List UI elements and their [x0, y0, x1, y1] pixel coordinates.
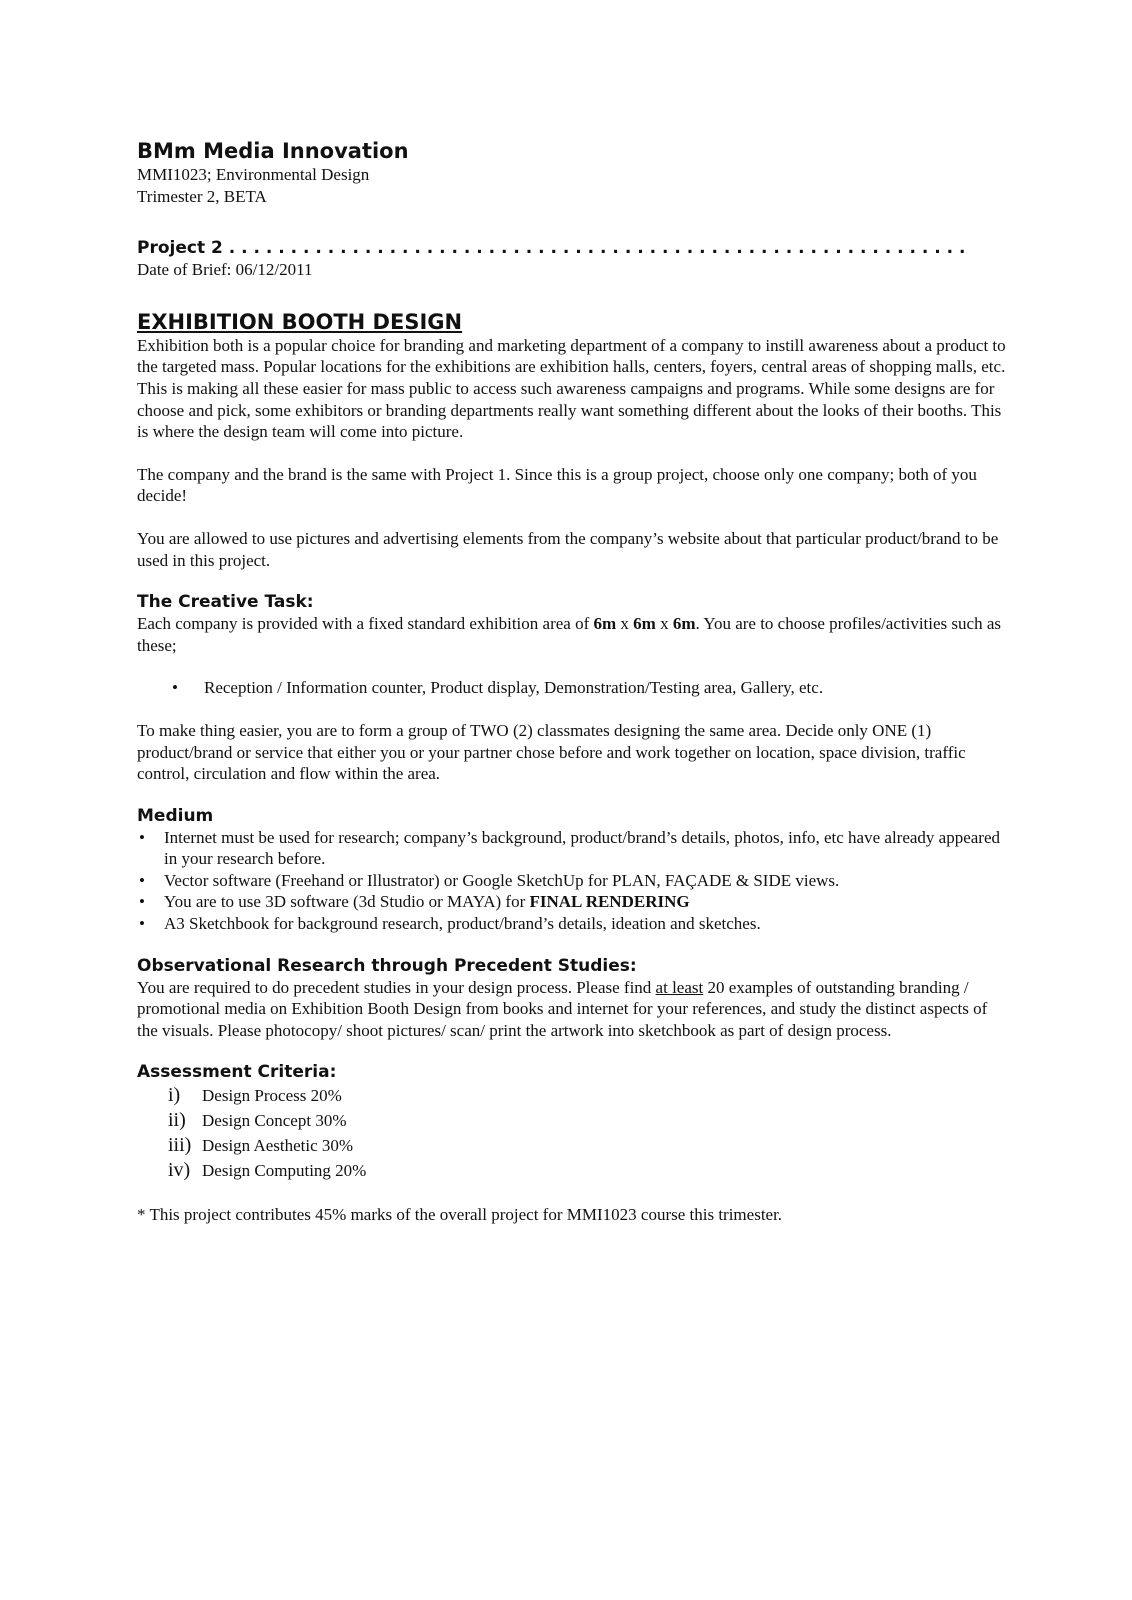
creative-task-text-a: Each company is provided with a fixed standard exhibition area of: [137, 614, 594, 634]
list-item: • Reception / Information counter, Product display, Demonstration/Testing area, Gallery, etc.: [137, 677, 1007, 699]
main-title: EXHIBITION BOOTH DESIGN: [137, 309, 463, 334]
brief-date: Date of Brief: 06/12/2011: [137, 260, 313, 280]
list-item: • Internet must be used for research; company’s background, product/brand’s details, photos, info, etc have already appeared in your research before.: [137, 827, 1007, 870]
creative-task-text-b: . You are to choose profiles/activities such as these;: [137, 614, 1001, 655]
item-text: Design Aesthetic 30%: [202, 1136, 354, 1156]
at-least: at least: [655, 977, 704, 997]
final-rendering: FINAL RENDERING: [529, 892, 690, 912]
list-item: • Vector software (Freehand or Illustrator) or Google SketchUp for PLAN, FAÇADE & SIDE views.: [137, 870, 1007, 892]
course-code: MMI1023; Environmental Design: [137, 165, 370, 184]
list-item: [137, 1108, 1007, 1133]
times-sign-1: x: [616, 614, 634, 634]
times-sign-2: x: [655, 614, 673, 634]
medium-list: [137, 827, 1007, 935]
research-text-b: 20 examples of outstanding branding / promotional media on Exhibition Booth Design from books and internet for your references, and study the distinct aspects of the visuals. Please photocopy/ shoot pictures/ scan/ print the artwork into sketchbook as part of design process.: [137, 977, 988, 1040]
list-item: [137, 891, 1007, 913]
project-dots: . . . . . . . . . . . . . . . . . . . . . . . . . . . . . . . . . . . . . . . . . . . . . . . . . . . . . . . . . . . .: [228, 238, 966, 259]
item-number: iv): [168, 1159, 191, 1182]
list-item: • A3 Sketchbook for background research, product/brand’s details, ideation and sketches.: [137, 913, 1007, 935]
item-text: Design Computing 20%: [202, 1161, 367, 1181]
footnote: * This project contributes 45% marks of the overall project for MMI1023 course this trimester.: [137, 1205, 783, 1225]
research-text-a: You are required to do precedent studies in your design process. Please find: [137, 977, 656, 997]
creative-task-heading: The Creative Task:: [137, 592, 314, 613]
medium-heading: Medium: [137, 805, 214, 826]
intro-paragraph-1: Exhibition both is a popular choice for branding and marketing department of a company to instill awareness about a product to the targeted mass. Popular locations for the exhibitions are exhibition halls, centers, foyers, central areas of shopping malls, etc. This is making all these easier for mass public to access such awareness campaigns and programs. While some designs are for choose and pick, some exhibitors or branding departments really want something different about the looks of their booths. This is where the design team will come into picture.: [137, 335, 1006, 442]
document-title: BMm Media Innovation: [137, 139, 409, 163]
item-text: Design Process 20%: [202, 1086, 342, 1106]
activity-list: [137, 677, 1007, 699]
creative-task-paragraph: [137, 613, 1007, 656]
assessment-heading: Assessment Criteria:: [137, 1062, 337, 1083]
assessment-list: [137, 1083, 1007, 1183]
item-number: i): [168, 1084, 181, 1107]
term: Trimester 2, BETA: [137, 186, 267, 206]
document-page: [137, 138, 1007, 1226]
list-item: [137, 1133, 1007, 1158]
project-heading: [137, 237, 1007, 259]
item-number: iii): [168, 1134, 192, 1157]
intro-paragraph-3: You are allowed to use pictures and advertising elements from the company’s website about that particular product/brand to be used in this project.: [137, 528, 999, 570]
medium-item-3-text: You are to use 3D software (3d Studio or MAYA) for: [164, 892, 530, 912]
intro-paragraph-2: The company and the brand is the same with Project 1. Since this is a group project, choose only one company; both of you decide!: [137, 464, 977, 506]
list-item: [137, 1158, 1007, 1183]
research-paragraph: [137, 977, 1007, 1042]
dimension-2: 6m: [633, 614, 656, 634]
item-text: Design Concept 30%: [202, 1111, 347, 1131]
dimension-1: 6m: [593, 614, 617, 634]
list-item: [137, 1083, 1007, 1108]
item-number: ii): [168, 1109, 186, 1132]
research-heading: Observational Research through Precedent Studies:: [137, 955, 637, 976]
group-paragraph: To make thing easier, you are to form a group of TWO (2) classmates designing the same area. Decide only ONE (1) product/brand or service that either you or your partner chose before and work together on location, space division, traffic control, circulation and flow within the area.: [137, 720, 966, 784]
dimension-3: 6m: [672, 614, 696, 634]
project-label: Project 2: [137, 238, 223, 259]
